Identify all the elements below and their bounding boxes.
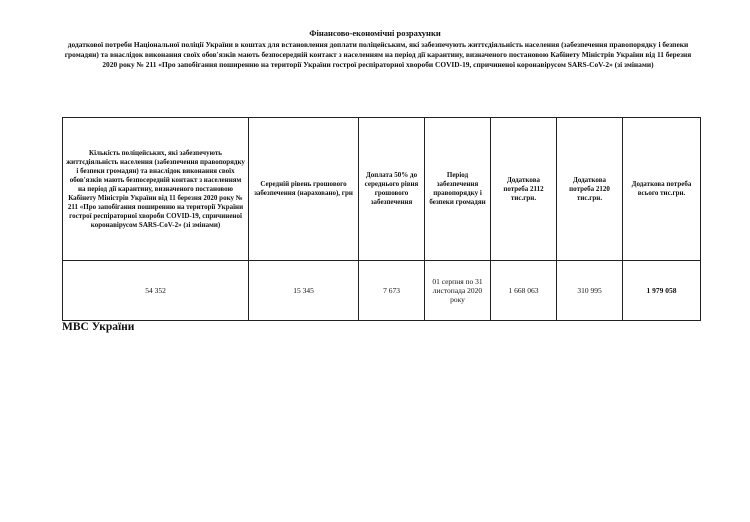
cell-average-pay: 15 345 xyxy=(249,261,359,321)
table-header-row xyxy=(63,118,701,261)
cell-need-2120: 310 995 xyxy=(557,261,623,321)
header-police-count: Кількість поліцейських, які забезпечують життєдіяльність населення (забезпечення правопорядку і безпеки громадян) та внаслідок виконання своїх обов'язків мають безпосередній контакт з населенням на період дії карантину, визначеного постановою Кабінету Міністрів України від 11 березня 2020 року № 211 «Про запобігання поширенню на території України гострої респіраторної хвороби COVID-19, спричиненої коронавірусом SARS-CoV-2» (зі змінами) xyxy=(63,118,249,261)
header-bonus-50: Доплата 50% до середнього рівня грошового забезпечення xyxy=(359,118,425,261)
cell-police-count: 54 352 xyxy=(63,261,249,321)
header-need-total: Додаткова потреба всього тис.грн. xyxy=(623,118,701,261)
cell-bonus-50: 7 673 xyxy=(359,261,425,321)
header-average-pay: Середній рівень грошового забезпечення (нараховано), грн xyxy=(249,118,359,261)
cell-period: 01 серпня по 31 листопада 2020 року xyxy=(425,261,491,321)
table-row xyxy=(63,261,701,321)
document-subtitle: додаткової потреби Національної поліції України в коштах для встановлення доплати поліцейським, які забезпечують життєдіяльність населення (забезпечення правопорядку і безпеки громадян) та внаслідок виконання своїх обов'язків мають безпосередній контакт з населенням на період дії карантину, визначеного постановою Кабінету Міністрів України від 11 березня 2020 року № 211 «Про запобігання поширенню на території України гострої респіраторної хвороби COVID-19, спричиненої коронавірусом SARS-CoV-2» (зі змінами) xyxy=(64,40,692,69)
header-period: Період забезпечення правопорядку і безпеки громадян xyxy=(425,118,491,261)
cell-need-total: 1 979 058 xyxy=(623,261,701,321)
header-need-2120: Додаткова потреба 2120 тис.грн. xyxy=(557,118,623,261)
header-need-2112: Додаткова потреба 2112 тис.грн. xyxy=(491,118,557,261)
document-title: Фінансово-економічні розрахунки xyxy=(309,28,441,38)
calculation-table xyxy=(62,117,701,321)
signature-ministry: МВС України xyxy=(62,321,135,333)
cell-need-2112: 1 668 063 xyxy=(491,261,557,321)
